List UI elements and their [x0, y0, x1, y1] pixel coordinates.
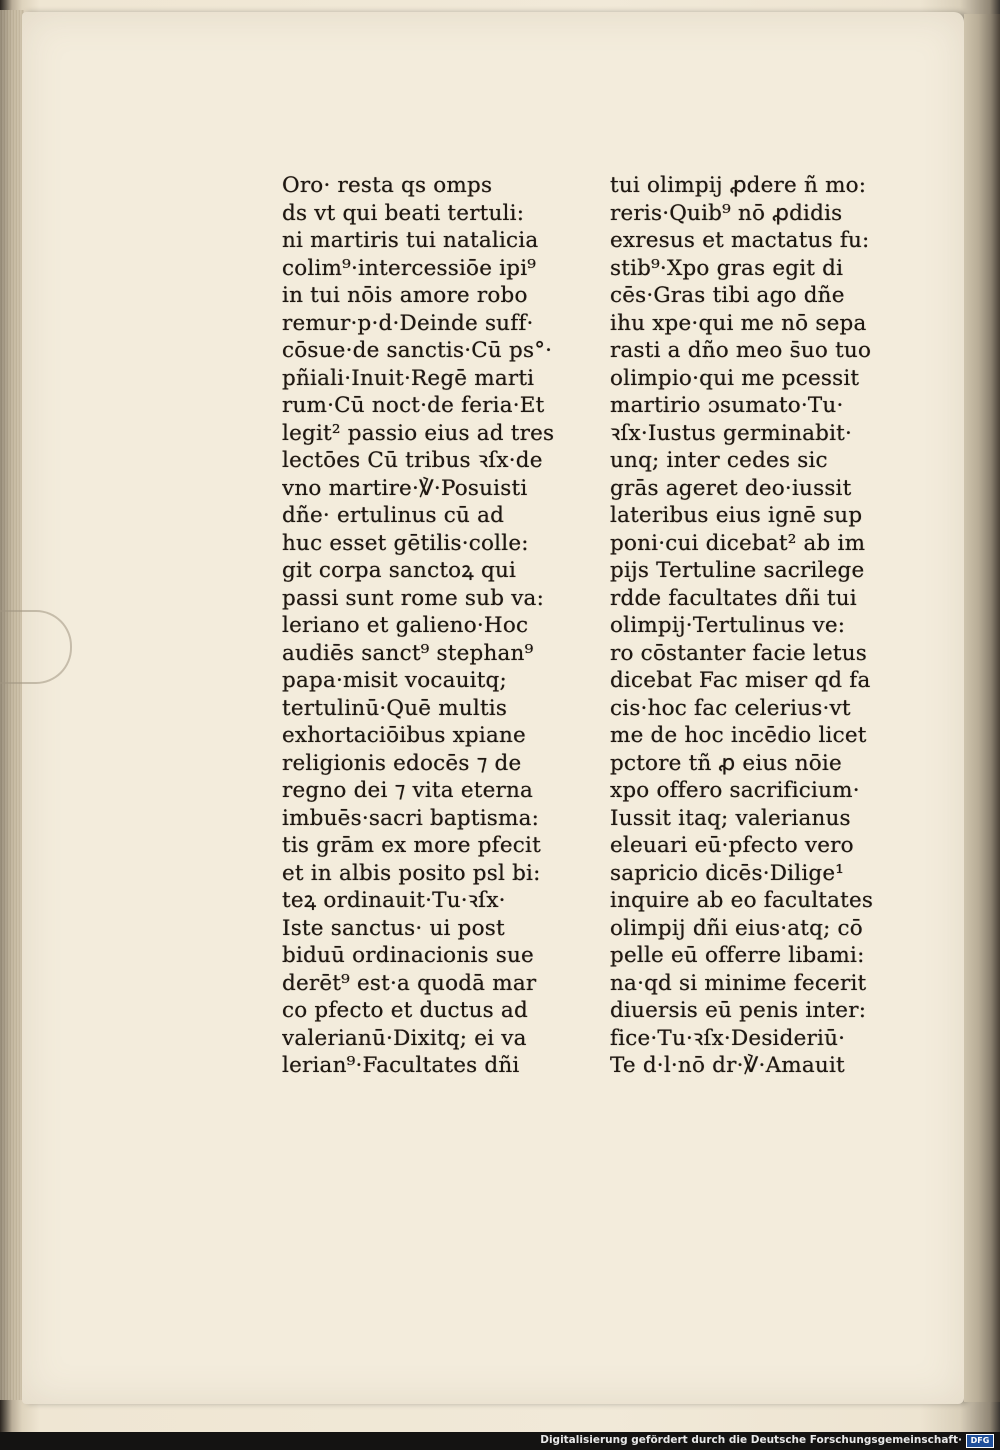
left-text-column — [282, 172, 572, 1080]
footer-credit: Digitalisierung gefördert durch die Deutsche Forschungsgemeinschaft· — [540, 1434, 962, 1446]
right-column-line: tui olimpij ꝓdere ñ mo: — [610, 173, 867, 198]
left-column-line: exhortaciōibus xpiane — [282, 723, 526, 748]
left-column-line: vno martire·℣·Posuisti — [282, 475, 528, 501]
right-column-line: olimpij dñi eius·atq; cō — [610, 915, 863, 941]
right-column-line: unq; inter cedes sic — [610, 448, 828, 473]
left-column-line: imbuēs·sacri baptisma: — [282, 805, 540, 831]
left-column-line: in tui nōis amore robo — [282, 283, 528, 308]
right-column-line: lateribus eius ignē sup — [610, 503, 863, 528]
left-column-line: ds vt qui beati tertuli: — [282, 200, 525, 226]
left-column-line: remur·p·d·Deinde suff· — [282, 310, 534, 336]
left-column-line: teꝝ ordinauit·Tu·ꝛſx· — [282, 888, 506, 913]
left-column-line: git corpa sanctoꝝ qui — [282, 558, 517, 583]
right-column-line: rdde facultates dñi tui — [610, 585, 857, 611]
right-column-line: stib⁹·Xpo gras egit di — [610, 255, 844, 281]
right-column-line: sapricio dicēs·Dilige¹ — [610, 860, 845, 886]
right-column-line: ihu xpe·qui me nō sepa — [610, 310, 867, 336]
right-column-line: olimpij·Tertulinus ve: — [610, 613, 846, 638]
left-column-line: lectōes Cū tribus ꝛſx·de — [282, 448, 543, 473]
right-column-line: xpo offero sacrificium· — [610, 778, 860, 803]
left-column-line: pñiali·Inuit·Regē marti — [282, 365, 535, 391]
left-column-line: co pfecto et ductus ad — [282, 998, 528, 1023]
right-column-line: ꝛſx·Iustus germinabit· — [610, 420, 853, 446]
left-column-line: valerianū·Dixitq; ei va — [282, 1025, 527, 1051]
right-column-line: inquire ab eo facultates — [610, 888, 874, 913]
right-column-line: me de hoc incēdio licet — [610, 723, 867, 748]
left-column-line: legit² passio eius ad tres — [282, 420, 555, 446]
right-column-line: fice·Tu·ꝛſx·Desideriū· — [610, 1025, 846, 1051]
right-column-line: cēs·Gras tibi ago dñe — [610, 283, 845, 308]
right-column-line: reris·Quib⁹ nō ꝓdidis — [610, 200, 843, 226]
page-stack-right-edge — [964, 14, 1000, 1402]
left-column-line: huc esset gētilis·colle: — [282, 530, 529, 556]
left-column-line: leriano et galieno·Hoc — [282, 613, 529, 638]
left-column-line: colim⁹·intercessiōe ipi⁹ — [282, 255, 537, 281]
left-column-line: Oro· resta qs omps — [282, 173, 493, 198]
dfg-logo-icon[interactable]: DFG — [966, 1434, 994, 1448]
right-column-line: pelle eū offerre libami: — [610, 943, 865, 968]
left-column-line: papa·misit vocauitq; — [282, 668, 507, 693]
right-column-line: eleuari eū·pfecto vero — [610, 833, 854, 858]
left-column-line: audiēs sanct⁹ stephan⁹ — [282, 640, 534, 666]
left-column-line: ni martiris tui natalicia — [282, 228, 539, 253]
right-column-line: na·qd si minime fecerit — [610, 970, 867, 996]
right-column-line: poni·cui dicebat² ab im — [610, 530, 866, 556]
right-column-line: pijs Tertuline sacrilege — [610, 558, 865, 583]
page-stack-left-edge — [0, 10, 24, 1400]
left-column-line: lerian⁹·Facultates dñi — [282, 1053, 520, 1078]
right-column-line: Iussit itaq; valerianus — [610, 805, 851, 831]
right-column-line: grās ageret deo·iussit — [610, 475, 852, 501]
left-column-line: Iste sanctus· ui post — [282, 915, 505, 941]
right-column-line: dicebat Fac miser qd fa — [610, 668, 871, 693]
left-column-line: regno dei ⁊ vita eterna — [282, 778, 534, 803]
left-column-line: tertulinū·Quē multis — [282, 695, 508, 721]
left-column-line: biduū ordinacionis sue — [282, 943, 534, 968]
right-column-line: martirio ɔsumato·Tu· — [610, 393, 844, 418]
right-column-line: cis·hoc fac celerius·vt — [610, 695, 851, 721]
left-column-line: cōsue·de sanctis·Cū ps°· — [282, 338, 553, 363]
left-column-line: dñe· ertulinus cū ad — [282, 503, 505, 528]
right-column-line: olimpio·qui me pcessit — [610, 365, 860, 391]
right-column-line: exresus et mactatus fu: — [610, 228, 870, 253]
right-column-line: Te d·l·nō dr·℣·Amauit — [610, 1053, 845, 1078]
left-column-line: et in albis posito psl bi: — [282, 860, 541, 886]
right-column-line: diuersis eū penis inter: — [610, 998, 867, 1023]
page-clip-mark — [0, 610, 72, 684]
left-column-line: derēt⁹ est·a quodā mar — [282, 970, 537, 996]
right-column-line: ro cōstanter facie letus — [610, 640, 868, 666]
right-column-line: rasti a dño meo s̄uo tuo — [610, 338, 872, 363]
left-column-line: tis grām ex more pfecit — [282, 833, 541, 858]
right-column-line: pctore tñ ꝓ eius nōie — [610, 750, 842, 776]
right-text-column — [610, 172, 900, 1080]
left-column-line: religionis edocēs ⁊ de — [282, 750, 522, 776]
left-column-line: rum·Cū noct·de feria·Et — [282, 393, 545, 418]
left-column-line: passi sunt rome sub va: — [282, 585, 545, 611]
